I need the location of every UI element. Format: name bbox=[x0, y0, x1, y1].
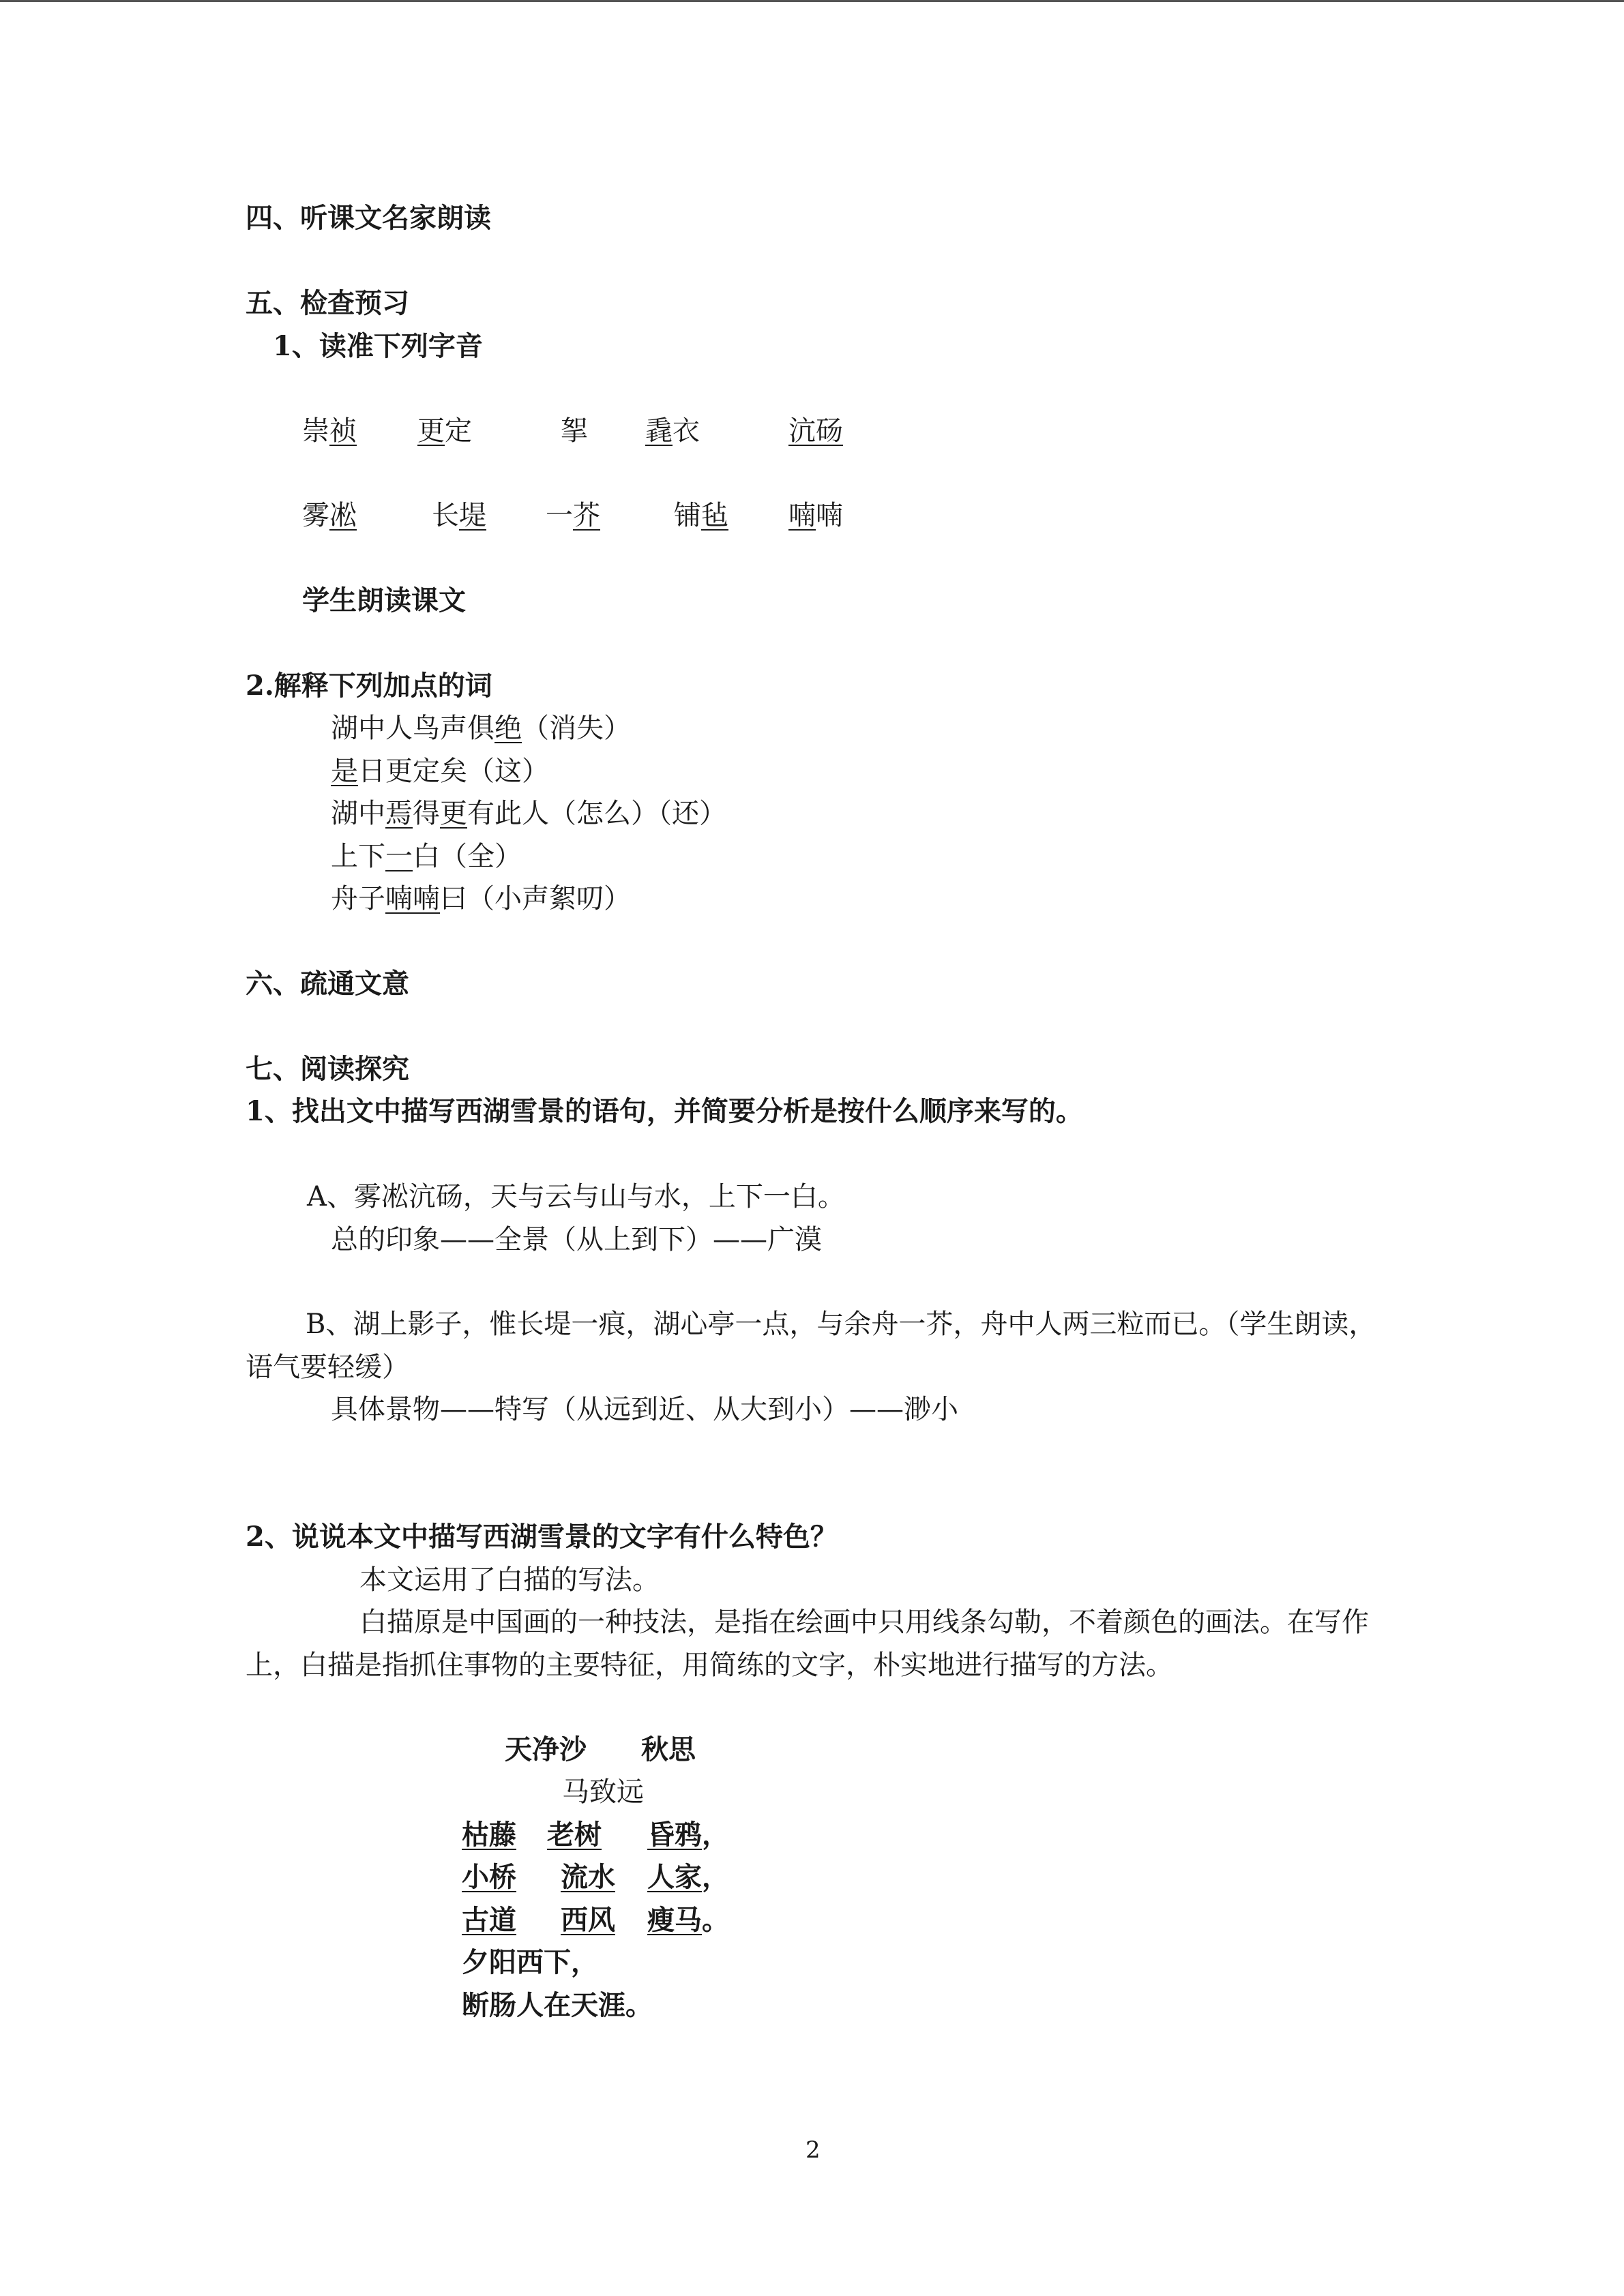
word-item: 一芥 bbox=[546, 500, 600, 531]
poem-line: 古道 bbox=[462, 1904, 516, 1936]
page-number: 2 bbox=[806, 2136, 821, 2164]
poem-line: 流水 bbox=[561, 1861, 615, 1893]
word-item: 长堤 bbox=[432, 500, 486, 531]
word-item: 挐 bbox=[561, 415, 588, 447]
heading-section-5: 五、检查预习 bbox=[246, 287, 409, 319]
poem-author: 马致远 bbox=[562, 1776, 644, 1808]
answer-b-note: 具体景物——特写（从远到近、从大到小）——渺小 bbox=[331, 1394, 958, 1425]
heading-section-7: 七、阅读探究 bbox=[246, 1053, 409, 1085]
definition-line: 湖中焉得更有此人（怎么）（还） bbox=[331, 798, 726, 829]
word-item: 雾凇 bbox=[302, 500, 357, 531]
poem-line: 枯藤 bbox=[462, 1819, 516, 1851]
poem-line: 瘦马。 bbox=[647, 1904, 729, 1936]
read-aloud-note: 学生朗读课文 bbox=[302, 584, 466, 616]
answer-paragraph-2: 白描原是中国画的一种技法，是指在绘画中只用线条勾勒，不着颜色的画法。在写作上，白描是指抓住事物的主要特征，用简练的文字，朴实地进行描写的方法。 bbox=[246, 1607, 1369, 1681]
answer-a-line: A、雾凇沆砀，天与云与山与水，上下一白。 bbox=[307, 1181, 845, 1212]
heading-section-4: 四、听课文名家朗读 bbox=[246, 202, 491, 234]
poem-title: 天净沙 秋思 bbox=[505, 1733, 696, 1765]
poem-line: 昏鸦， bbox=[647, 1819, 729, 1851]
word-item: 沆砀 bbox=[788, 415, 843, 447]
question-pronunciation: 1、读准下列字音 bbox=[273, 330, 483, 362]
poem-line: 西风 bbox=[561, 1904, 615, 1936]
definition-line: 上下一白（全） bbox=[331, 841, 522, 872]
question-scene-order: 1、找出文中描写西湖雪景的语句，并简要分析是按什么顺序来写的。 bbox=[246, 1095, 1083, 1127]
word-item: 崇祯 bbox=[302, 415, 357, 447]
word-item: 毳衣 bbox=[645, 415, 700, 447]
answer-b-line: B、湖上影子，惟长堤一痕，湖心亭一点，与余舟一芥，舟中人两三粒而已。（学生朗读，语气要轻缓） bbox=[246, 1309, 1376, 1383]
poem-line: 小桥 bbox=[462, 1861, 516, 1893]
word-item: 更定 bbox=[417, 415, 472, 447]
question-explain-words: 2.解释下列加点的词 bbox=[246, 670, 492, 702]
poem-line: 老树 bbox=[547, 1819, 602, 1851]
question-writing-feature: 2、说说本文中描写西湖雪景的文字有什么特色？ bbox=[246, 1521, 838, 1553]
definition-line: 湖中人鸟声俱绝（消失） bbox=[331, 713, 631, 744]
answer-paragraph-1: 本文运用了白描的写法。 bbox=[359, 1564, 660, 1596]
word-item: 喃喃 bbox=[788, 500, 843, 531]
poem-line: 断肠人在天涯。 bbox=[462, 1989, 653, 2021]
definition-line: 是日更定矣（这） bbox=[331, 756, 549, 787]
heading-section-6: 六、疏通文意 bbox=[246, 968, 409, 1000]
word-item: 铺毡 bbox=[674, 500, 728, 531]
poem-line: 夕阳西下， bbox=[462, 1946, 598, 1978]
top-rule bbox=[0, 0, 1624, 2]
definition-line: 舟子喃喃曰（小声絮叨） bbox=[331, 883, 631, 914]
answer-a-note: 总的印象——全景（从上到下）——广漠 bbox=[331, 1224, 822, 1255]
poem-line: 人家， bbox=[647, 1861, 729, 1893]
